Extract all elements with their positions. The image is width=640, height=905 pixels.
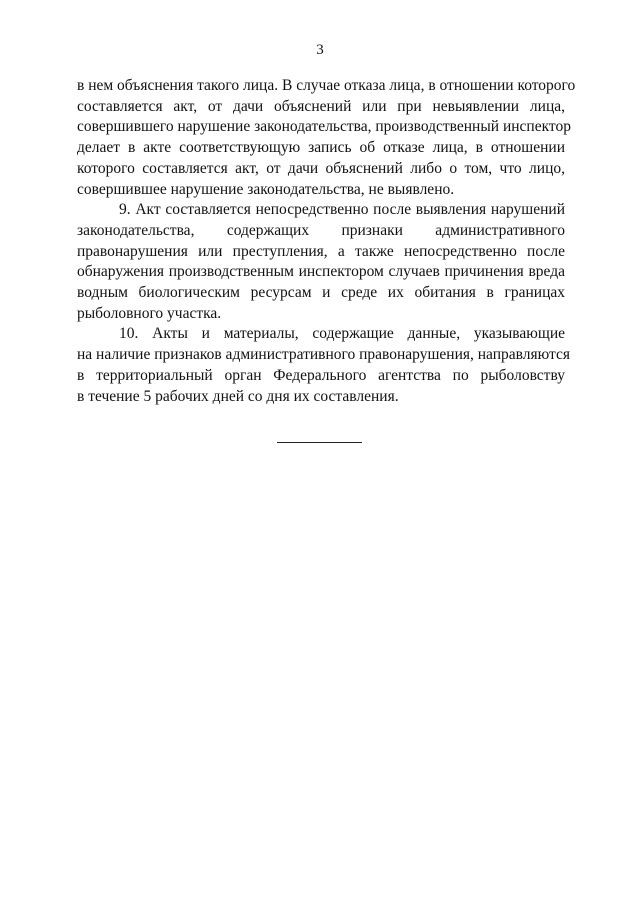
text-line: правонарушения или преступления, а также непосредственно после xyxy=(77,242,565,260)
text-line: рыболовного участка. xyxy=(77,304,222,322)
paragraph-item-10 xyxy=(77,324,570,407)
text-line: совершившего нарушение законодательства, производственный инспектор xyxy=(77,118,571,136)
text-line: 10. Акты и материалы, содержащие данные, указывающие xyxy=(119,325,565,343)
text-line: в течение 5 рабочих дней со дня их составления. xyxy=(77,387,399,405)
text-line: делает в акте соответствующую запись об отказе лица, в отношении xyxy=(77,139,565,157)
paragraph-continuation xyxy=(77,76,576,200)
text-line: водным биологическим ресурсам и среде их обитания в границах xyxy=(77,284,565,302)
text-line: законодательства, содержащих признаки административного xyxy=(77,221,565,239)
text-line: совершившее нарушение законодательства, не выявлено. xyxy=(77,180,455,198)
page-number: 3 xyxy=(316,42,324,58)
text-line: которого составляется акт, от дачи объяснений либо о том, что лицо, xyxy=(77,159,565,177)
text-line: обнаружения производственным инспектором случаев причинения вреда xyxy=(77,263,565,281)
text-line: составляется акт, от дачи объяснений или при невыявлении лица, xyxy=(77,97,565,115)
text-line: на наличие признаков административного правонарушения, направляются xyxy=(77,346,570,364)
text-line: в территориальный орган Федерального агентства по рыболовству xyxy=(77,366,565,384)
text-line: 9. Акт составляется непосредственно после выявления нарушений xyxy=(119,201,565,219)
text-line: в нем объяснения такого лица. В случае отказа лица, в отношении которого xyxy=(77,77,576,94)
end-separator-line xyxy=(277,442,362,443)
document-body xyxy=(77,76,576,407)
paragraph-item-9 xyxy=(77,200,565,324)
